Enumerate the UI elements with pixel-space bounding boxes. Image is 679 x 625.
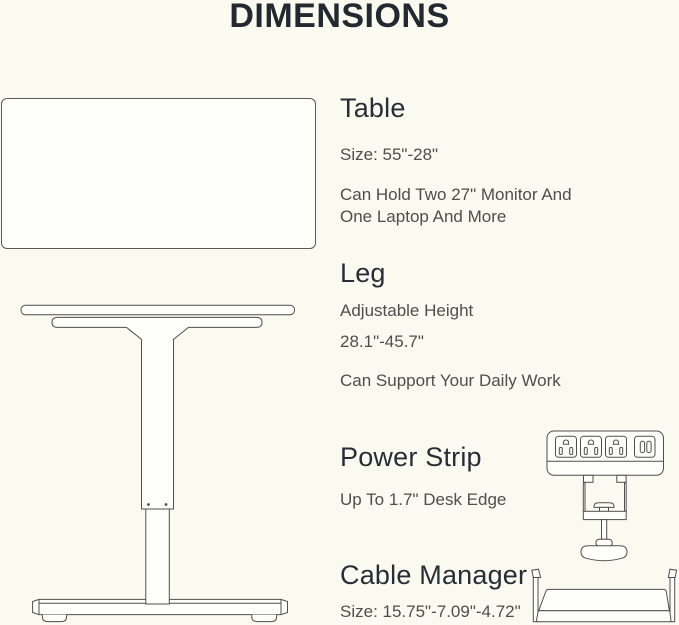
- table-desc-line1: Can Hold Two 27" Monitor And: [340, 185, 572, 204]
- cable-manager-size: Size: 15.75"-7.09"-4.72": [340, 602, 521, 621]
- leg-lower-column: [146, 509, 170, 604]
- page-title: DIMENSIONS: [229, 0, 450, 35]
- screw-dot: [165, 503, 168, 506]
- leg-desc-line3: Can Support Your Daily Work: [340, 371, 561, 390]
- table-size: Size: 55"-28": [340, 145, 439, 164]
- leg-desc-line2: 28.1"-45.7": [340, 332, 424, 351]
- leg-tabletop-bar: [21, 305, 295, 315]
- clamp-arm-left: [583, 483, 585, 512]
- table-heading: Table: [340, 93, 406, 123]
- power-strip-desc: Up To 1.7" Desk Edge: [340, 490, 507, 509]
- clamp-knob-cap: [596, 539, 612, 546]
- clamp-screw-shaft: [602, 520, 607, 540]
- clamp-tab: [584, 475, 594, 482]
- clamp-arm-right: [625, 483, 627, 512]
- clamp-pad: [594, 503, 614, 508]
- table-desc-line2: One Laptop And More: [340, 207, 507, 226]
- leg-heading: Leg: [340, 258, 386, 288]
- leg-foot-pad-right: [252, 615, 277, 622]
- clamp-tab: [617, 475, 626, 482]
- power-strip-figure: [540, 425, 670, 565]
- power-strip-heading: Power Strip: [340, 442, 482, 472]
- tray-hook-right: [668, 569, 676, 577]
- desk-leg-figure: [0, 295, 330, 625]
- screw-dot: [147, 503, 150, 506]
- tray-body: [539, 589, 670, 610]
- cable-manager-heading: Cable Manager: [340, 560, 528, 590]
- tray-lip: [537, 611, 671, 622]
- clamp-knob-base: [581, 546, 627, 561]
- tabletop-figure: [1, 98, 316, 249]
- cable-manager-figure: [525, 560, 679, 625]
- clamp-band: [583, 511, 626, 519]
- leg-desc-line1: Adjustable Height: [340, 301, 474, 320]
- leg-upper-column: [52, 317, 262, 509]
- leg-foot-pad-left: [42, 615, 66, 622]
- clamp-pad-stem: [600, 507, 609, 511]
- tray-hook-left: [532, 569, 541, 577]
